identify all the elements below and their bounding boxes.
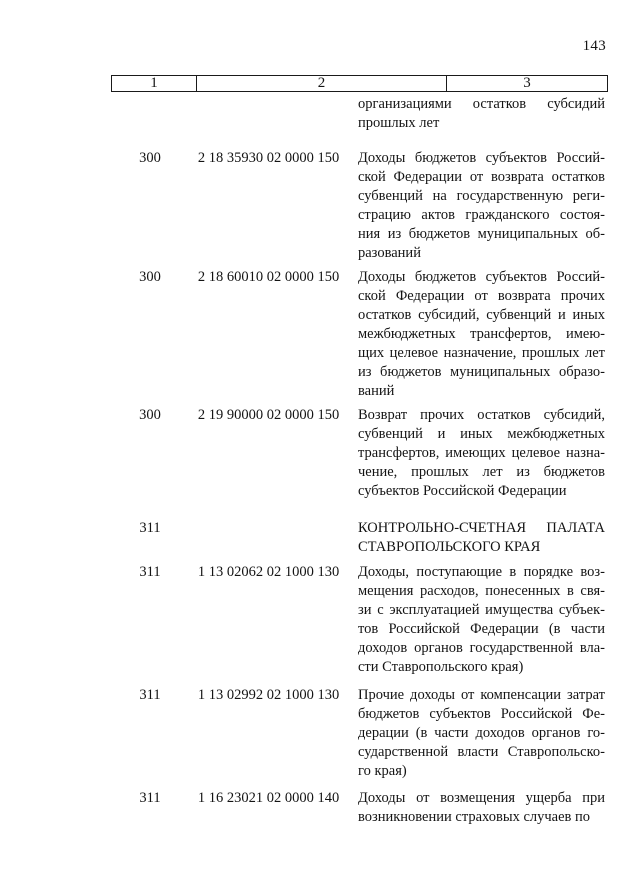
income-description bbox=[358, 149, 605, 263]
description-line: ской Федерации от возврата остатков bbox=[358, 169, 605, 185]
budget-classification-code: 1 13 02062 02 1000 130 bbox=[197, 564, 340, 580]
budget-classification-code: 2 19 90000 02 0000 150 bbox=[197, 407, 340, 423]
description-line: из бюджетов муниципальных образо- bbox=[358, 364, 605, 380]
budget-classification-code: 1 16 23021 02 0000 140 bbox=[197, 790, 340, 806]
header-col-2: 2 bbox=[197, 76, 447, 91]
description-line: доходов органов государственной вла- bbox=[358, 640, 605, 656]
description-line: сти Ставропольского края) bbox=[358, 659, 524, 675]
header-col-1: 1 bbox=[112, 76, 197, 91]
header-col-3: 3 bbox=[523, 75, 531, 91]
description-line: Доходы бюджетов субъектов Россий- bbox=[358, 269, 605, 285]
description-line: возникновении страховых случаев по bbox=[358, 809, 591, 825]
budget-classification-code: 1 13 02992 02 1000 130 bbox=[197, 687, 340, 703]
description-line: прошлых лет bbox=[358, 115, 440, 131]
description-line: КОНТРОЛЬНО-СЧЕТНАЯ ПАЛАТА bbox=[358, 520, 605, 536]
description-line: мещения расходов, понесенных в свя- bbox=[358, 583, 605, 599]
admin-code: 311 bbox=[139, 520, 161, 536]
income-description bbox=[358, 406, 605, 501]
description-line: межбюджетных трансфертов, имею- bbox=[358, 326, 605, 342]
description-line: го края) bbox=[358, 763, 407, 779]
admin-code: 300 bbox=[139, 407, 161, 423]
description-line: бюджетов субъектов Российской Фе- bbox=[358, 706, 605, 722]
description-line: субъектов Российской Федерации bbox=[358, 483, 567, 499]
description-line: субвенций на государственную реги- bbox=[358, 188, 605, 204]
description-line: Доходы от возмещения ущерба при bbox=[358, 790, 605, 806]
description-line: зи с эксплуатацией имущества субъек- bbox=[358, 602, 605, 618]
admin-code: 311 bbox=[139, 687, 161, 703]
income-description bbox=[358, 789, 605, 827]
income-description bbox=[358, 519, 605, 557]
budget-classification-code: 2 18 35930 02 0000 150 bbox=[197, 150, 340, 166]
description-line: разований bbox=[358, 245, 421, 261]
budget-classification-code: 2 18 60010 02 0000 150 bbox=[197, 269, 340, 285]
income-description bbox=[358, 95, 605, 133]
income-description bbox=[358, 268, 605, 401]
description-line: СТАВРОПОЛЬСКОГО КРАЯ bbox=[358, 539, 541, 555]
description-line: щих целевое назначение, прошлых лет bbox=[358, 345, 605, 361]
description-line: тов Российской Федерации (в части bbox=[358, 621, 605, 637]
admin-code: 300 bbox=[139, 150, 161, 166]
description-line: ния из бюджетов муниципальных об- bbox=[358, 226, 605, 242]
description-line: организациями остатков субсидий bbox=[358, 96, 605, 112]
description-line: ской Федерации от возврата прочих bbox=[358, 288, 605, 304]
admin-code: 311 bbox=[139, 564, 161, 580]
admin-code: 311 bbox=[139, 790, 161, 806]
description-line: Доходы, поступающие в порядке воз- bbox=[358, 564, 605, 580]
description-line: страцию актов гражданского состоя- bbox=[358, 207, 605, 223]
description-line: трансфертов, имеющих целевое назна- bbox=[358, 445, 605, 461]
page-number: 143 bbox=[582, 38, 606, 54]
description-line: чение, прошлых лет из бюджетов bbox=[358, 464, 605, 480]
description-line: сударственной власти Ставропольско- bbox=[358, 744, 605, 760]
income-description bbox=[358, 563, 605, 677]
description-line: ваний bbox=[358, 383, 395, 399]
description-line: субвенций и иных межбюджетных bbox=[358, 426, 605, 442]
table-header bbox=[111, 75, 608, 92]
admin-code: 300 bbox=[139, 269, 161, 285]
description-line: Прочие доходы от компенсации затрат bbox=[358, 687, 605, 703]
description-line: Возврат прочих остатков субсидий, bbox=[358, 407, 605, 423]
description-line: Доходы бюджетов субъектов Россий- bbox=[358, 150, 605, 166]
description-line: остатков субсидий, субвенций и иных bbox=[358, 307, 605, 323]
description-line: дерации (в части доходов органов го- bbox=[358, 725, 605, 741]
income-description bbox=[358, 686, 605, 781]
